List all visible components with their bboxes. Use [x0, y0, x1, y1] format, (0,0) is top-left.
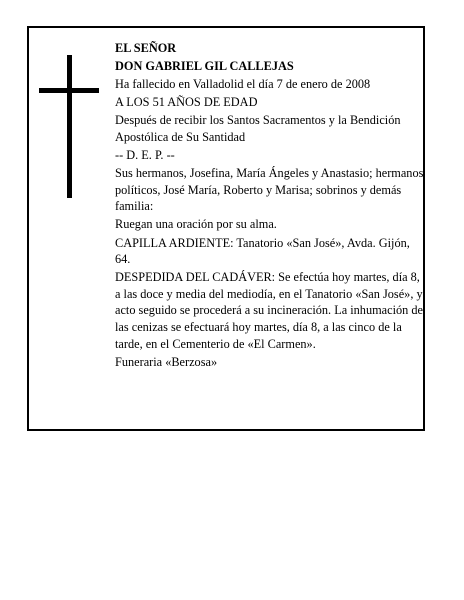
obituary-text [115, 40, 425, 372]
title-line-1: EL SEÑOR [115, 41, 177, 55]
chapel-info: CAPILLA ARDIENTE: Tanatorio «San José», Avda. Gijón, 64. [115, 235, 410, 267]
sacraments-statement: Después de recibir los Santos Sacramentos y la Bendición Apostólica de Su Santidad [115, 113, 401, 144]
farewell-info: DESPEDIDA DEL CADÁVER: Se efectúa hoy martes, día 8, a las doce y media del mediodía, en el Tanatorio «San José», y acto seguido se procederá a su incineración. La inhumación de las cenizas se efectuará hoy martes, día 8, a las cinco de la tarde, en el Cementerio de «El Carmen». [115, 270, 423, 351]
family-list: Sus hermanos, Josefina, María Ángeles y Anastasio; hermanos políticos, José María, Roberto y Marisa; sobrinos y demás familia: [115, 166, 424, 214]
cross-icon [39, 55, 99, 198]
death-statement: Ha fallecido en Valladolid el día 7 de enero de 2008 [115, 77, 371, 92]
funeral-home: Funeraria «Berzosa» [115, 354, 218, 369]
prayer-request: Ruegan una oración por su alma. [115, 217, 277, 232]
cross-horizontal-bar [39, 88, 99, 93]
obituary-notice [27, 26, 425, 431]
age-statement: A LOS 51 AÑOS DE EDAD [115, 95, 258, 110]
rip-line: -- D. E. P. -- [115, 148, 175, 163]
cross-vertical-bar [67, 55, 72, 198]
deceased-name: DON GABRIEL GIL CALLEJAS [115, 59, 294, 74]
